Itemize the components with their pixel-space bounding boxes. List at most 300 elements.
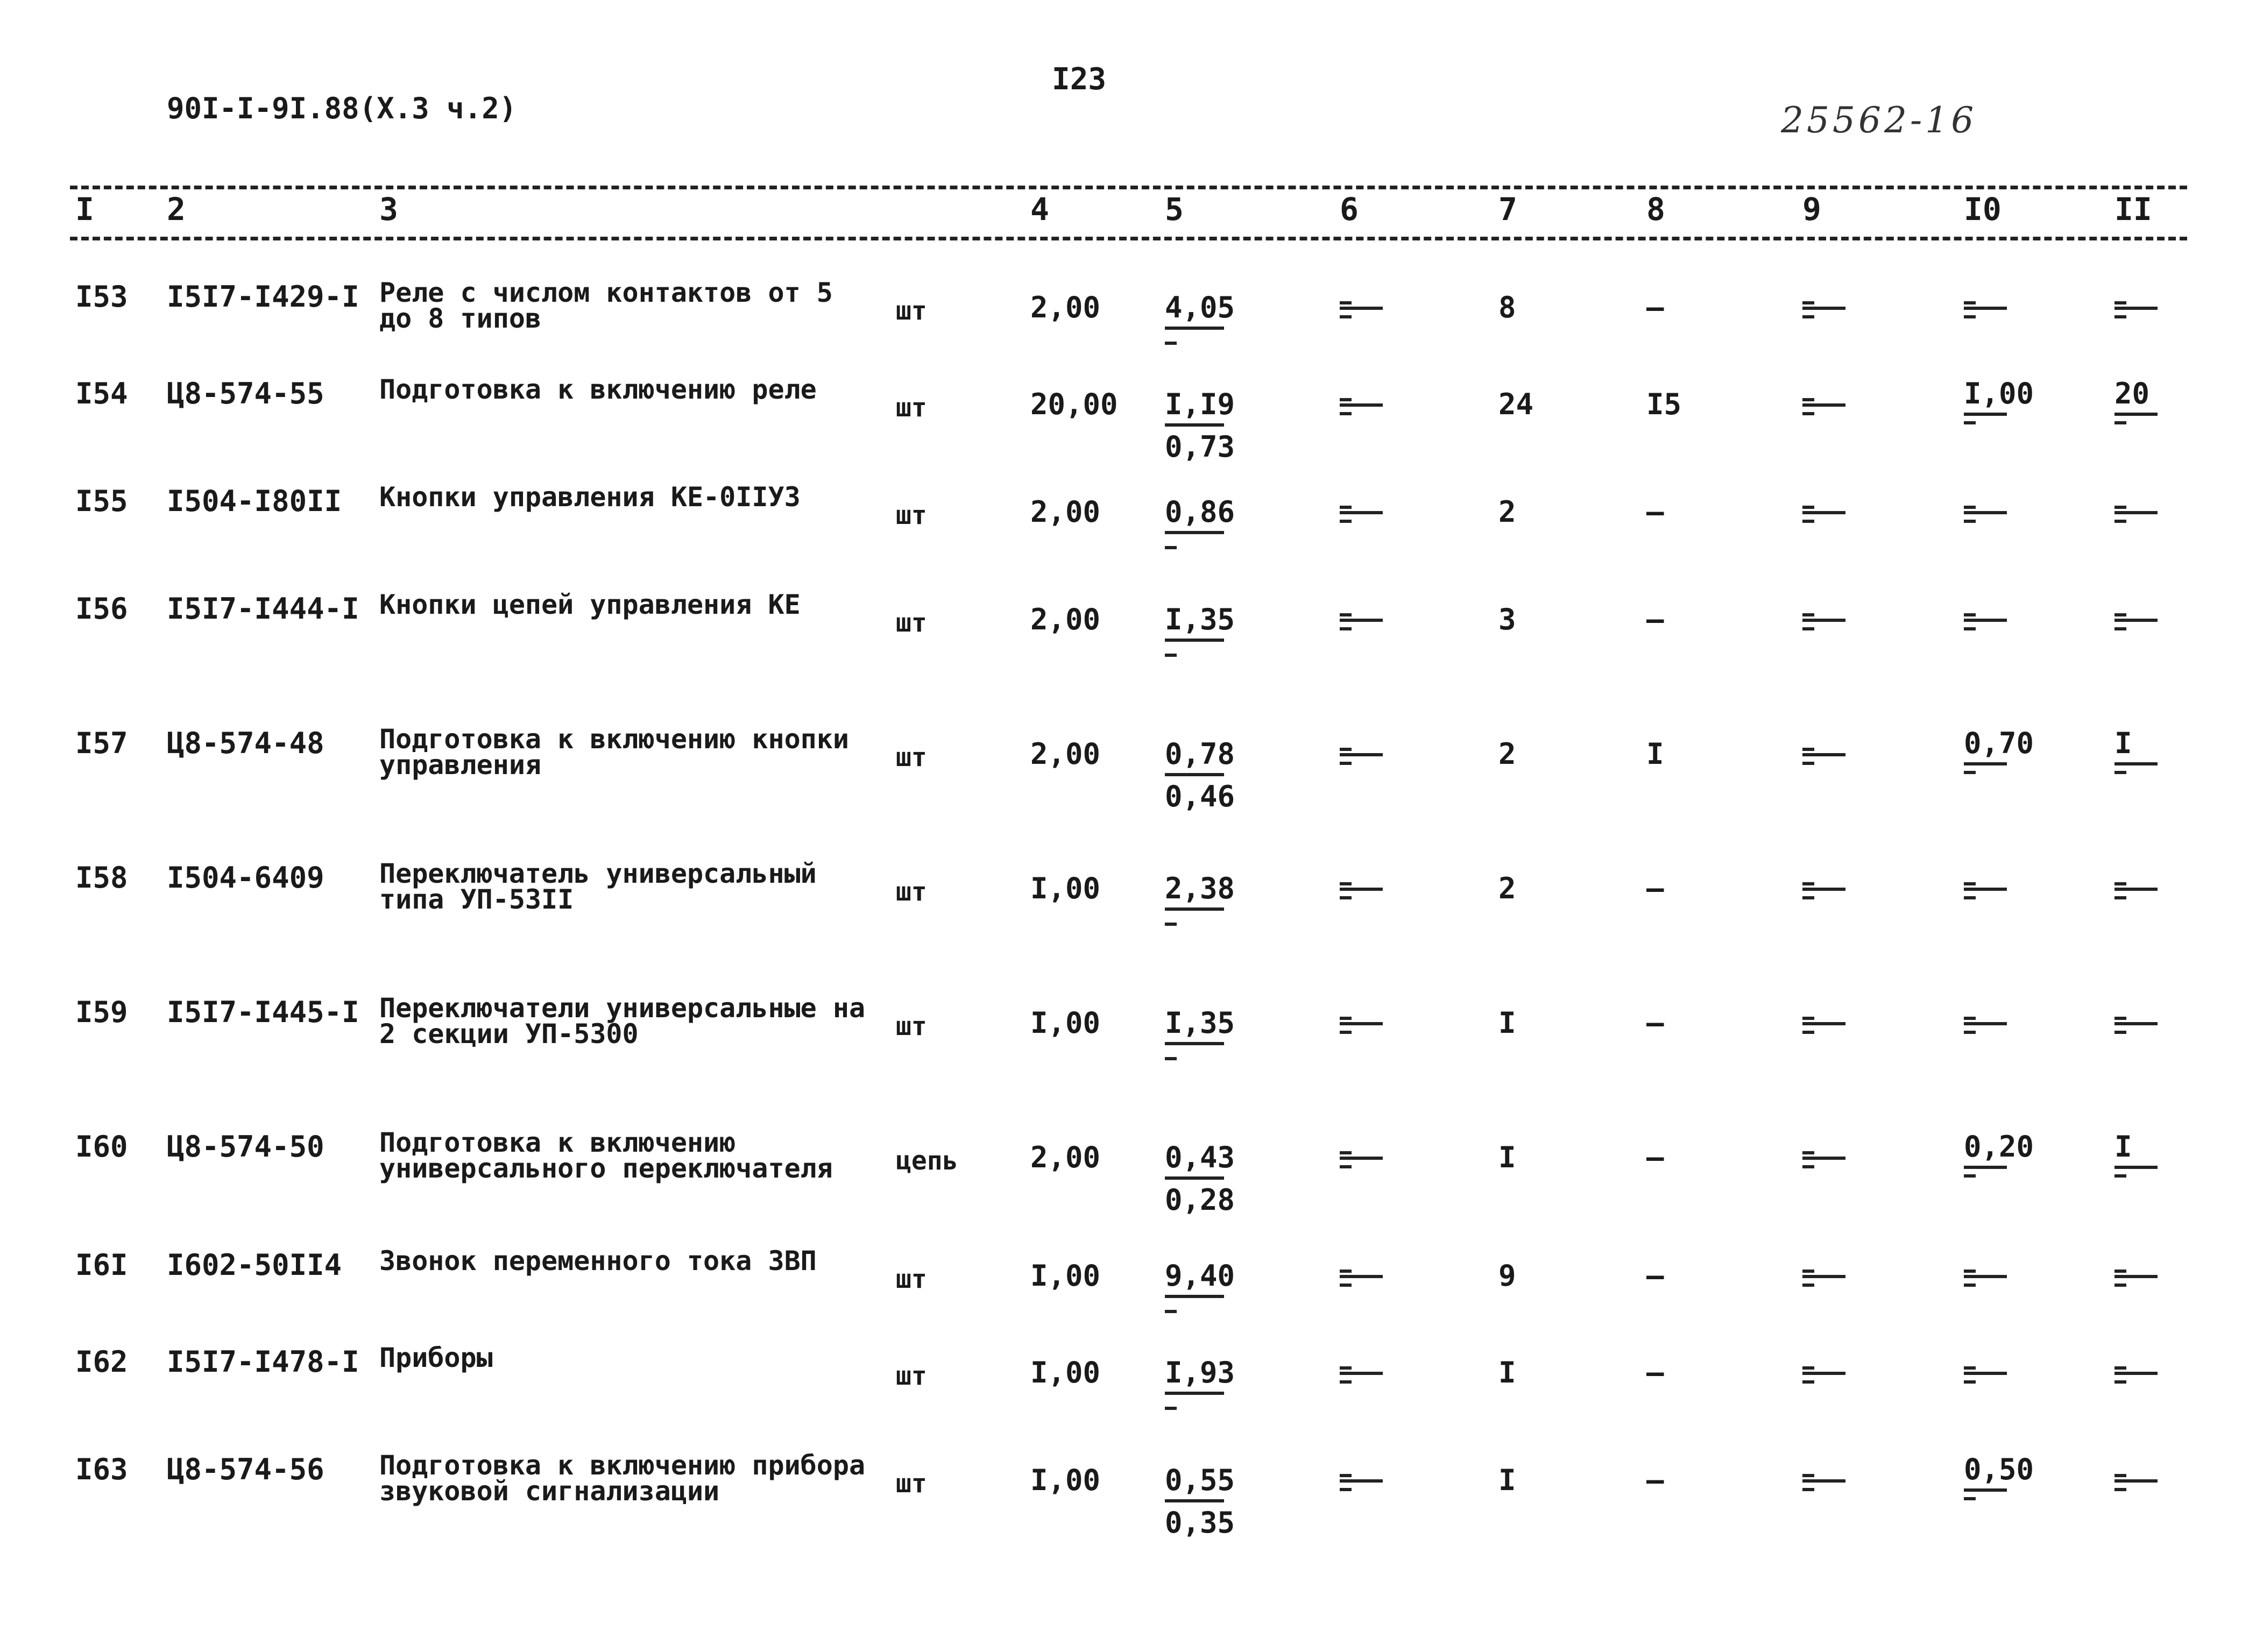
col7-value: 3 (1498, 602, 1516, 636)
fraction-bar (2114, 1372, 2158, 1375)
fraction-bar (1964, 307, 2007, 310)
dash-mark (1802, 627, 1814, 630)
unit: цепь (896, 1146, 958, 1176)
column-number: 8 (1646, 191, 1665, 228)
item-name: Подготовка к включению кнопки управления (379, 724, 849, 781)
unit: шт (896, 1361, 927, 1391)
fraction-bar (1802, 511, 1845, 514)
value-numerator: 9,40 (1165, 1259, 1235, 1293)
dash-mark (1802, 1017, 1814, 1020)
col6-fraction (1340, 748, 1410, 765)
dash-mark (1802, 412, 1814, 415)
value-denominator: 0,28 (1165, 1183, 1235, 1217)
dash-mark (1340, 627, 1352, 630)
fraction-bar (1802, 619, 1845, 622)
col11-fraction (2114, 1366, 2184, 1384)
column-number: 7 (1498, 191, 1517, 228)
dash-mark (1340, 1017, 1352, 1020)
fraction-bar (1802, 753, 1845, 756)
dash-mark (1802, 1284, 1814, 1287)
fraction-bar (2114, 888, 2158, 891)
dash-mark (2114, 627, 2126, 630)
quantity: 2,00 (1030, 1140, 1101, 1174)
dash-mark (1964, 315, 1976, 318)
column-number: 3 (379, 191, 398, 228)
dash-mark (2114, 882, 2126, 885)
value-fraction (1165, 495, 1235, 549)
dash-mark (1340, 1031, 1352, 1034)
fraction-bar (1802, 1022, 1845, 1025)
quantity: 20,00 (1030, 387, 1118, 421)
fraction-bar (1964, 1022, 2007, 1025)
dash-mark (1340, 1165, 1352, 1168)
dash-mark (1964, 1497, 1976, 1500)
col11-fraction (2114, 1474, 2184, 1491)
item-name: Звонок переменного тока ЗВП (379, 1245, 817, 1277)
col8-value: I5 (1646, 387, 1682, 421)
col10-fraction (1964, 1452, 2034, 1500)
dash-mark (2114, 1380, 2126, 1384)
dash-mark (1964, 771, 1976, 774)
col6-fraction (1340, 1366, 1410, 1384)
col9-fraction (1802, 882, 1872, 899)
col6-fraction (1340, 1017, 1410, 1034)
item-name: Реле с числом контактов от 5 до 8 типов (379, 277, 833, 334)
item-code: Ц8-574-50 (167, 1130, 324, 1164)
col8-value: – (1646, 602, 1664, 636)
dash-mark (1340, 1488, 1352, 1491)
dash-mark (2114, 1366, 2126, 1370)
quantity: 2,00 (1030, 495, 1101, 529)
value-fraction (1165, 1006, 1235, 1060)
dash-mark (2114, 1284, 2126, 1287)
quantity: 2,00 (1030, 290, 1101, 324)
column-number: I (75, 191, 94, 228)
fraction-bar (1964, 888, 2007, 891)
col7-value: 9 (1498, 1259, 1516, 1293)
dash-mark (1340, 1270, 1352, 1273)
col10-fraction (1964, 506, 2034, 523)
item-code: I5I7-I445-I (167, 995, 359, 1029)
col11-fraction (2114, 1130, 2184, 1178)
value-denominator: 0,46 (1165, 779, 1235, 813)
col11-fraction (2114, 882, 2184, 899)
value-fraction (1165, 1463, 1235, 1540)
fraction-bar (2114, 1166, 2158, 1169)
dash-mark (1802, 1366, 1814, 1370)
value-numerator: 0,78 (1165, 737, 1235, 771)
item-code: Ц8-574-55 (167, 377, 324, 410)
fraction-bar (1802, 403, 1845, 407)
fraction-bar (1802, 307, 1845, 310)
col7-value: I (1498, 1140, 1516, 1174)
fraction-bar (1165, 773, 1224, 776)
item-name: Переключатели универсальные на 2 секции УП-5300 (379, 992, 866, 1050)
dash-mark (1802, 748, 1814, 751)
page-number: I23 (1052, 62, 1107, 97)
col7-value: I (1498, 1356, 1516, 1389)
col7-value: I (1498, 1463, 1516, 1497)
fraction-bar (1802, 1275, 1845, 1278)
quantity: I,00 (1030, 1356, 1101, 1389)
fraction-bar (1165, 1176, 1224, 1180)
col7-value: 8 (1498, 290, 1516, 324)
dash-mark (1964, 520, 1976, 523)
dash-mark (1340, 1366, 1352, 1370)
value-numerator: 4,05 (1165, 290, 1235, 324)
fraction-bar (1340, 1022, 1383, 1025)
value-numerator: I (2114, 1130, 2132, 1164)
value-numerator: 2,38 (1165, 871, 1235, 905)
unit: шт (896, 608, 927, 638)
row-number: I59 (75, 995, 128, 1029)
quantity: I,00 (1030, 1259, 1101, 1293)
col8-value: I (1646, 737, 1664, 771)
col10-fraction (1964, 1270, 2034, 1287)
fraction-bar (1964, 1275, 2007, 1278)
dash-mark (2114, 1174, 2126, 1178)
dash-mark (1340, 613, 1352, 616)
fraction-bar (1165, 1042, 1224, 1045)
dash-mark (1964, 1174, 1976, 1178)
col7-value: 2 (1498, 871, 1516, 905)
fraction-bar (2114, 413, 2158, 416)
handwritten-number: 25562-16 (1781, 100, 1977, 141)
value-numerator: I,I9 (1165, 387, 1235, 421)
col7-value: I (1498, 1006, 1516, 1040)
dash-mark (1802, 896, 1814, 899)
col7-value: 2 (1498, 495, 1516, 529)
quantity: I,00 (1030, 1006, 1101, 1040)
dash-mark (1340, 762, 1352, 765)
col8-value: – (1646, 495, 1664, 529)
item-code: I504-6409 (167, 861, 324, 895)
column-number: 2 (167, 191, 186, 228)
dash-mark (1964, 1031, 1976, 1034)
dash-mark (2114, 1270, 2126, 1273)
value-numerator: 0,55 (1165, 1463, 1235, 1497)
dash-mark (2114, 315, 2126, 318)
dash-mark (1340, 896, 1352, 899)
fraction-bar (1964, 1372, 2007, 1375)
fraction-bar (1340, 888, 1383, 891)
value-numerator: 20 (2114, 377, 2150, 410)
dash-mark (1340, 748, 1352, 751)
col8-value: – (1646, 1463, 1664, 1497)
dash-mark (1340, 1151, 1352, 1154)
dash-mark (1964, 421, 1976, 424)
row-number: I56 (75, 592, 128, 626)
col6-fraction (1340, 398, 1410, 415)
dash-mark (1802, 1488, 1814, 1491)
dash-mark (1802, 1270, 1814, 1273)
col7-value: 2 (1498, 737, 1516, 771)
dash-mark (1964, 1380, 1976, 1384)
row-number: I58 (75, 861, 128, 895)
value-numerator: I,35 (1165, 602, 1235, 636)
value-numerator: 0,43 (1165, 1140, 1235, 1174)
fraction-bar (2114, 1022, 2158, 1025)
value-fraction (1165, 1356, 1235, 1410)
fraction-bar (1165, 907, 1224, 911)
dash-mark (1165, 342, 1177, 345)
dash-mark (1340, 1474, 1352, 1477)
dash-mark (1802, 613, 1814, 616)
dash-mark (1964, 882, 1976, 885)
dash-mark (1165, 1057, 1177, 1060)
col8-value: – (1646, 1006, 1664, 1040)
dash-mark (1802, 762, 1814, 765)
column-number: I0 (1964, 191, 2002, 228)
col6-fraction (1340, 1151, 1410, 1168)
fraction-bar (1340, 619, 1383, 622)
fraction-bar (1165, 423, 1224, 427)
dash-mark (2114, 1474, 2126, 1477)
value-fraction (1165, 871, 1235, 926)
value-numerator: 0,70 (1964, 726, 2034, 760)
value-fraction (1165, 602, 1235, 657)
row-number: I62 (75, 1345, 128, 1379)
fraction-bar (1165, 531, 1224, 534)
dash-mark (2114, 301, 2126, 304)
header-rule-bottom (70, 237, 2187, 240)
item-name: Подготовка к включению реле (379, 374, 817, 405)
col11-fraction (2114, 506, 2184, 523)
value-numerator: 0,20 (1964, 1130, 2034, 1164)
fraction-bar (1802, 888, 1845, 891)
dash-mark (1964, 627, 1976, 630)
document-code: 90I-I-9I.88(X.3 ч.2) (167, 91, 517, 125)
dash-mark (1340, 520, 1352, 523)
dash-mark (1964, 1017, 1976, 1020)
header-rule-top (70, 186, 2187, 189)
dash-mark (2114, 1031, 2126, 1034)
dash-mark (1964, 1270, 1976, 1273)
unit: шт (896, 500, 927, 530)
col11-fraction (2114, 1017, 2184, 1034)
row-number: I57 (75, 726, 128, 760)
fraction-bar (1165, 327, 1224, 330)
col6-fraction (1340, 506, 1410, 523)
value-fraction (1165, 290, 1235, 345)
fraction-bar (1964, 1166, 2007, 1169)
fraction-bar (1964, 413, 2007, 416)
row-number: I54 (75, 377, 128, 410)
col8-value: – (1646, 871, 1664, 905)
dash-mark (2114, 520, 2126, 523)
col9-fraction (1802, 613, 1872, 630)
fraction-bar (1802, 1479, 1845, 1483)
fraction-bar (2114, 762, 2158, 765)
dash-mark (1340, 301, 1352, 304)
fraction-bar (1165, 639, 1224, 642)
dash-mark (2114, 421, 2126, 424)
col9-fraction (1802, 301, 1872, 318)
col11-fraction (2114, 613, 2184, 630)
dash-mark (1340, 1380, 1352, 1384)
dash-mark (2114, 506, 2126, 509)
col10-fraction (1964, 1130, 2034, 1178)
col6-fraction (1340, 301, 1410, 318)
unit: шт (896, 296, 927, 326)
dash-mark (1964, 506, 1976, 509)
item-code: Ц8-574-56 (167, 1452, 324, 1486)
unit: шт (896, 1264, 927, 1294)
value-fraction (1165, 1140, 1235, 1217)
col10-fraction (1964, 301, 2034, 318)
fraction-bar (1340, 1372, 1383, 1375)
dash-mark (2114, 613, 2126, 616)
col11-fraction (2114, 377, 2184, 424)
dash-mark (1964, 301, 1976, 304)
fraction-bar (1340, 1479, 1383, 1483)
dash-mark (1340, 412, 1352, 415)
value-numerator: I (2114, 726, 2132, 760)
dash-mark (1802, 1165, 1814, 1168)
col6-fraction (1340, 1270, 1410, 1287)
dash-mark (1340, 882, 1352, 885)
unit: шт (896, 393, 927, 423)
fraction-bar (2114, 619, 2158, 622)
item-code: Ц8-574-48 (167, 726, 324, 760)
dash-mark (1802, 882, 1814, 885)
fraction-bar (1340, 1157, 1383, 1160)
dash-mark (1964, 896, 1976, 899)
quantity: I,00 (1030, 871, 1101, 905)
dash-mark (1802, 1151, 1814, 1154)
col9-fraction (1802, 1474, 1872, 1491)
column-number: 6 (1340, 191, 1359, 228)
unit: шт (896, 742, 927, 772)
dash-mark (1802, 301, 1814, 304)
col8-value: – (1646, 1356, 1664, 1389)
col9-fraction (1802, 748, 1872, 765)
item-name: Кнопки цепей управления КЕ (379, 589, 801, 620)
dash-mark (1340, 315, 1352, 318)
column-number: II (2114, 191, 2152, 228)
fraction-bar (1340, 403, 1383, 407)
item-name: Приборы (379, 1342, 493, 1373)
row-number: I6I (75, 1248, 128, 1282)
col6-fraction (1340, 1474, 1410, 1491)
dash-mark (1165, 546, 1177, 549)
quantity: I,00 (1030, 1463, 1101, 1497)
dash-mark (1340, 398, 1352, 401)
item-name: Кнопки управления КЕ-0IIУ3 (379, 481, 801, 513)
dash-mark (1802, 1380, 1814, 1384)
fraction-bar (1802, 1372, 1845, 1375)
value-numerator: 0,86 (1165, 495, 1235, 529)
fraction-bar (1340, 1275, 1383, 1278)
dash-mark (2114, 771, 2126, 774)
dash-mark (2114, 1488, 2126, 1491)
item-name: Подготовка к включению универсального переключателя (379, 1127, 833, 1184)
item-code: I602-50II4 (167, 1248, 342, 1282)
col11-fraction (2114, 301, 2184, 318)
fraction-bar (2114, 511, 2158, 514)
dash-mark (2114, 896, 2126, 899)
fraction-bar (1964, 762, 2007, 765)
col9-fraction (1802, 1151, 1872, 1168)
item-code: I5I7-I478-I (167, 1345, 359, 1379)
dash-mark (2114, 1017, 2126, 1020)
dash-mark (1802, 506, 1814, 509)
fraction-bar (1964, 511, 2007, 514)
value-denominator: 0,73 (1165, 430, 1235, 464)
col10-fraction (1964, 377, 2034, 424)
fraction-bar (2114, 1275, 2158, 1278)
col7-value: 24 (1498, 387, 1534, 421)
col9-fraction (1802, 1366, 1872, 1384)
value-numerator: I,35 (1165, 1006, 1235, 1040)
col9-fraction (1802, 1017, 1872, 1034)
col10-fraction (1964, 613, 2034, 630)
col9-fraction (1802, 506, 1872, 523)
value-fraction (1165, 737, 1235, 813)
row-number: I63 (75, 1452, 128, 1486)
item-name: Подготовка к включению прибора звуковой сигнализации (379, 1450, 866, 1507)
fraction-bar (1964, 1488, 2007, 1492)
item-name: Переключатель универсальный типа УП-53II (379, 858, 817, 915)
row-number: I55 (75, 484, 128, 518)
value-numerator: 0,50 (1964, 1452, 2034, 1486)
fraction-bar (2114, 307, 2158, 310)
dash-mark (1165, 923, 1177, 926)
dash-mark (1964, 613, 1976, 616)
row-number: I60 (75, 1130, 128, 1164)
fraction-bar (1340, 307, 1383, 310)
col10-fraction (1964, 1366, 2034, 1384)
item-code: I5I7-I429-I (167, 280, 359, 314)
dash-mark (1340, 1284, 1352, 1287)
quantity: 2,00 (1030, 602, 1101, 636)
col6-fraction (1340, 613, 1410, 630)
value-fraction (1165, 1259, 1235, 1313)
dash-mark (1802, 1474, 1814, 1477)
col11-fraction (2114, 726, 2184, 774)
unit: шт (896, 1011, 927, 1041)
dash-mark (1964, 1366, 1976, 1370)
col11-fraction (2114, 1270, 2184, 1287)
col9-fraction (1802, 398, 1872, 415)
dash-mark (1802, 520, 1814, 523)
fraction-bar (1340, 511, 1383, 514)
column-number: 9 (1802, 191, 1821, 228)
value-denominator: 0,35 (1165, 1506, 1235, 1540)
row-number: I53 (75, 280, 128, 314)
item-code: I504-I80II (167, 484, 342, 518)
fraction-bar (1165, 1392, 1224, 1395)
unit: шт (896, 1469, 927, 1499)
col9-fraction (1802, 1270, 1872, 1287)
item-code: I5I7-I444-I (167, 592, 359, 626)
col10-fraction (1964, 882, 2034, 899)
dash-mark (1165, 1407, 1177, 1410)
col10-fraction (1964, 726, 2034, 774)
unit: шт (896, 877, 927, 907)
fraction-bar (1340, 753, 1383, 756)
value-fraction (1165, 387, 1235, 464)
col8-value: – (1646, 1140, 1664, 1174)
col8-value: – (1646, 1259, 1664, 1293)
col8-value: – (1646, 290, 1664, 324)
dash-mark (1165, 654, 1177, 657)
quantity: 2,00 (1030, 737, 1101, 771)
value-numerator: I,93 (1165, 1356, 1235, 1389)
col6-fraction (1340, 882, 1410, 899)
fraction-bar (1964, 619, 2007, 622)
dash-mark (1165, 1310, 1177, 1313)
